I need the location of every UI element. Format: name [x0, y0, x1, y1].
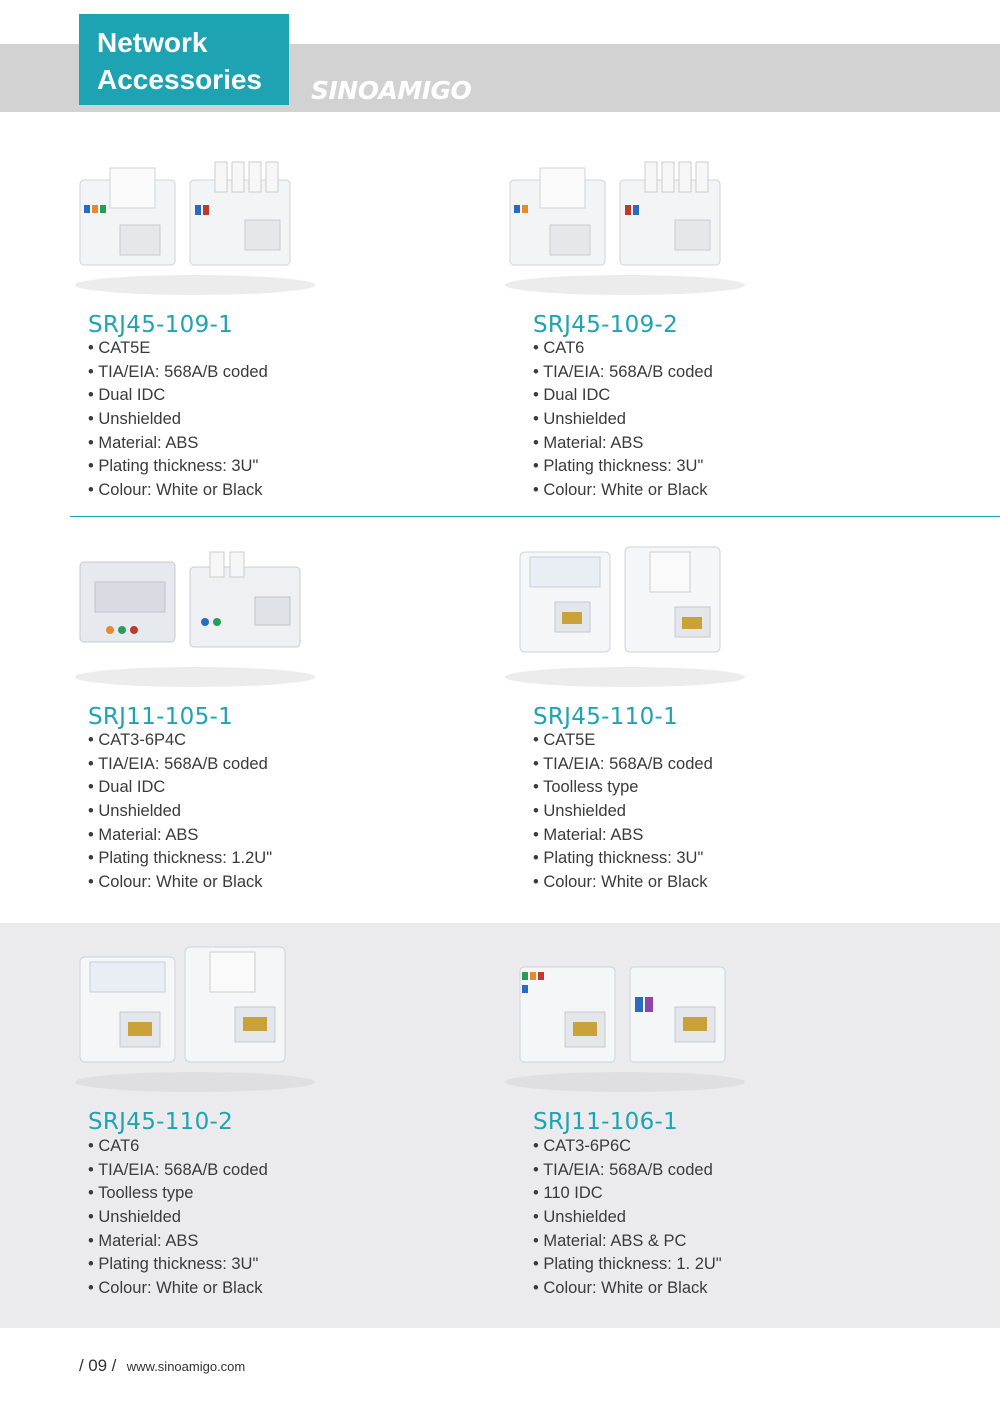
spec-item: • Dual IDC	[88, 776, 272, 800]
spec-item: • TIA/EIA: 568A/B coded	[88, 361, 268, 385]
product-model: SRJ45-109-1	[88, 312, 234, 338]
spec-item: • Unshielded	[533, 408, 713, 432]
page-footer	[79, 1356, 245, 1376]
spec-list	[88, 729, 272, 895]
spec-item: • 110 IDC	[533, 1182, 722, 1206]
spec-item: • Toolless type	[88, 1182, 268, 1206]
spec-item: • Unshielded	[88, 408, 268, 432]
product-photo	[70, 937, 320, 1097]
spec-item: • Colour: White or Black	[88, 479, 268, 503]
section-title-box	[79, 14, 289, 105]
product-model: SRJ11-105-1	[88, 704, 234, 730]
page-number-prefix: /	[79, 1356, 84, 1375]
section-divider	[70, 516, 1000, 517]
product-photo	[500, 542, 750, 702]
brand-logo: SINOAMIGO	[311, 76, 472, 105]
section-title-line2: Accessories	[97, 64, 263, 95]
spec-item: • Unshielded	[88, 800, 272, 824]
spec-item: • TIA/EIA: 568A/B coded	[88, 1159, 268, 1183]
keystone-jack-pair-icon	[500, 937, 750, 1097]
spec-list	[533, 337, 713, 503]
spec-item: • TIA/EIA: 568A/B coded	[533, 361, 713, 385]
page-number: 09	[88, 1356, 108, 1375]
spec-item: • Dual IDC	[88, 384, 268, 408]
spec-item: • CAT6	[88, 1135, 268, 1159]
spec-item: • Unshielded	[88, 1206, 268, 1230]
spec-item: • CAT3-6P4C	[88, 729, 272, 753]
spec-item: • Plating thickness: 3U"	[533, 455, 713, 479]
product-photo	[70, 542, 320, 702]
product-photo	[500, 150, 750, 310]
product-photo	[70, 150, 320, 310]
keystone-jack-pair-icon	[500, 150, 750, 300]
product-model: SRJ45-110-1	[533, 704, 679, 730]
section-title-line1: Network	[97, 27, 208, 58]
spec-item: • CAT5E	[88, 337, 268, 361]
spec-item: • Dual IDC	[533, 384, 713, 408]
spec-list	[88, 1135, 268, 1301]
spec-item: • Material: ABS	[88, 1230, 268, 1254]
spec-list	[533, 729, 713, 895]
spec-list	[88, 337, 268, 503]
spec-item: • Colour: White or Black	[533, 871, 713, 895]
keystone-jack-pair-icon	[70, 150, 320, 300]
spec-item: • Colour: White or Black	[88, 871, 272, 895]
spec-item: • Plating thickness: 1. 2U"	[533, 1253, 722, 1277]
page-number-suffix: /	[111, 1356, 117, 1375]
spec-item: • Colour: White or Black	[533, 1277, 722, 1301]
spec-list	[533, 1135, 722, 1301]
spec-item: • Unshielded	[533, 800, 713, 824]
spec-item: • TIA/EIA: 568A/B coded	[533, 1159, 722, 1183]
spec-item: • Material: ABS	[533, 432, 713, 456]
spec-item: • Plating thickness: 1.2U"	[88, 847, 272, 871]
spec-item: • Plating thickness: 3U"	[533, 847, 713, 871]
spec-item: • TIA/EIA: 568A/B coded	[88, 753, 272, 777]
spec-item: • Plating thickness: 3U"	[88, 1253, 268, 1277]
spec-item: • Colour: White or Black	[88, 1277, 268, 1301]
spec-item: • Toolless type	[533, 776, 713, 800]
product-model: SRJ45-110-2	[88, 1109, 234, 1135]
spec-item: • Colour: White or Black	[533, 479, 713, 503]
spec-item: • Material: ABS	[88, 432, 268, 456]
keystone-jack-pair-icon	[70, 542, 320, 692]
spec-item: • Material: ABS	[533, 824, 713, 848]
keystone-jack-pair-icon	[70, 937, 320, 1097]
keystone-jack-pair-icon	[500, 542, 750, 692]
spec-item: • Unshielded	[533, 1206, 722, 1230]
website-link[interactable]: www.sinoamigo.com	[126, 1359, 246, 1374]
product-photo	[500, 937, 750, 1097]
product-model: SRJ45-109-2	[533, 312, 679, 338]
spec-item: • TIA/EIA: 568A/B coded	[533, 753, 713, 777]
product-model: SRJ11-106-1	[533, 1109, 679, 1135]
spec-item: • Plating thickness: 3U"	[88, 455, 268, 479]
spec-item: • CAT5E	[533, 729, 713, 753]
spec-item: • Material: ABS & PC	[533, 1230, 722, 1254]
spec-item: • CAT3-6P6C	[533, 1135, 722, 1159]
spec-item: • Material: ABS	[88, 824, 272, 848]
spec-item: • CAT6	[533, 337, 713, 361]
